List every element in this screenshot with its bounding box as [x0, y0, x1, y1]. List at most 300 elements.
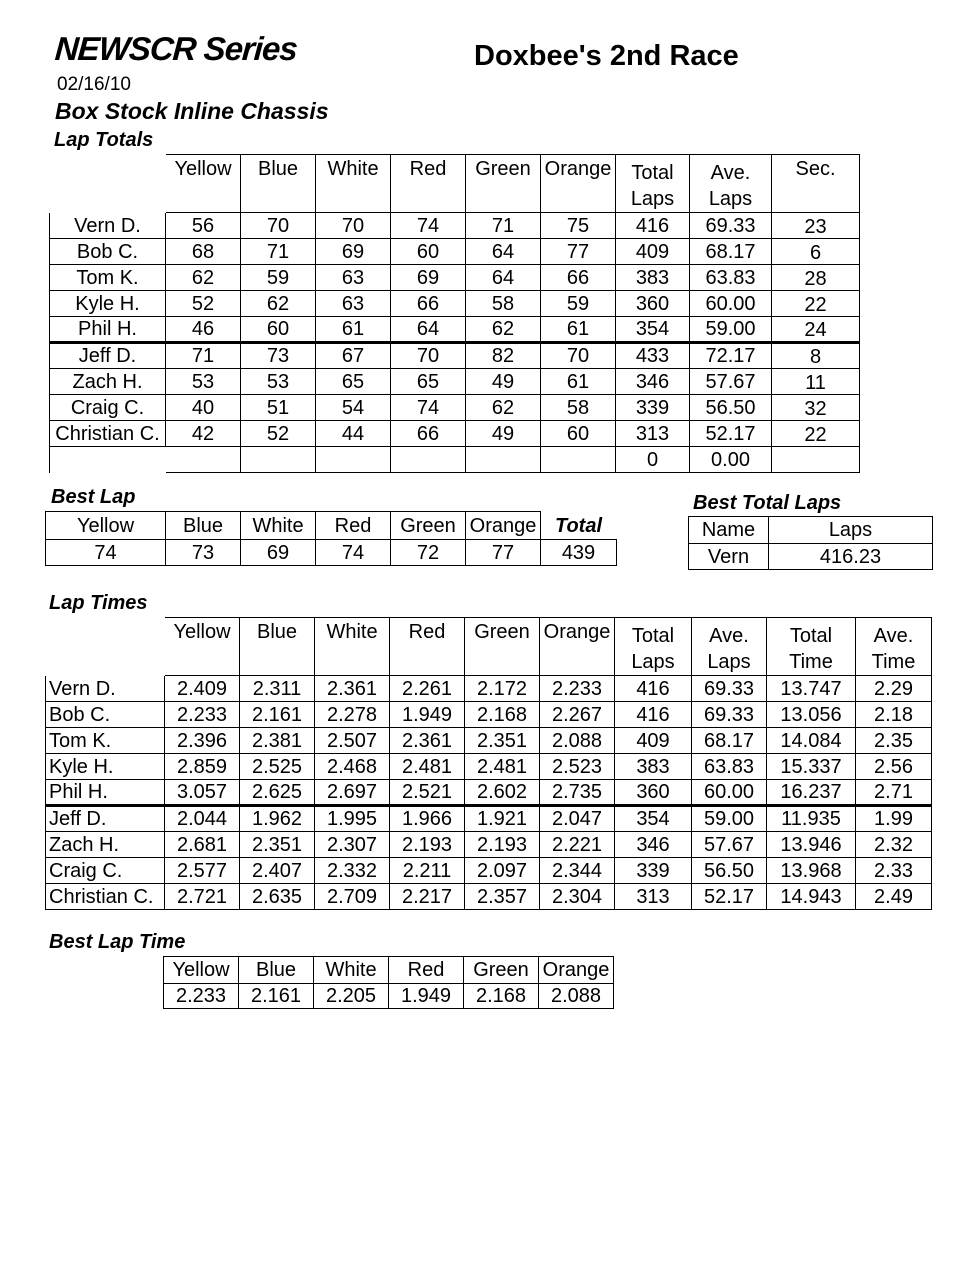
col-orange: Orange [541, 155, 616, 213]
yellow-laps: 46 [166, 317, 241, 343]
red-time: 1.966 [390, 806, 465, 832]
best-lap-time-blue: 2.161 [239, 984, 314, 1009]
col-white: White [315, 618, 390, 676]
green-time: 2.351 [465, 728, 540, 754]
col-total-time-line2: Time [789, 650, 833, 673]
blue-time: 1.962 [240, 806, 315, 832]
seconds: 22 [772, 291, 860, 317]
red-time: 2.217 [390, 884, 465, 910]
race-date: 02/16/10 [57, 74, 131, 95]
total-laps: 354 [615, 806, 692, 832]
average-laps: 69.33 [692, 702, 767, 728]
blue-laps: 51 [241, 395, 316, 421]
yellow-laps: 42 [166, 421, 241, 447]
header-spacer [46, 618, 165, 676]
green-time: 2.481 [465, 754, 540, 780]
driver-name: Kyle H. [46, 754, 165, 780]
seconds [772, 447, 860, 473]
red-laps: 70 [391, 343, 466, 369]
yellow-time: 2.233 [165, 702, 240, 728]
green-time: 2.193 [465, 832, 540, 858]
col-ave-laps-line1: Ave. [709, 625, 749, 647]
total-laps: 416 [615, 676, 692, 702]
total-laps: 313 [615, 884, 692, 910]
average-laps: 59.00 [690, 317, 772, 343]
total-time: 16.237 [767, 780, 856, 806]
red-laps: 60 [391, 239, 466, 265]
best-lap-total: 439 [541, 540, 617, 566]
white-laps: 63 [316, 265, 391, 291]
white-time: 2.307 [315, 832, 390, 858]
red-time: 2.361 [390, 728, 465, 754]
white-time: 2.332 [315, 858, 390, 884]
blue-time: 2.351 [240, 832, 315, 858]
yellow-laps: 62 [166, 265, 241, 291]
white-laps: 54 [316, 395, 391, 421]
seconds: 32 [772, 395, 860, 421]
white-time: 1.995 [315, 806, 390, 832]
best-lap-col-yellow: Yellow [46, 512, 166, 540]
race-title: Doxbee's 2nd Race [474, 40, 739, 72]
green-time: 2.097 [465, 858, 540, 884]
yellow-time: 2.577 [165, 858, 240, 884]
col-ave-laps-line2: Laps [707, 650, 751, 673]
blue-laps: 59 [241, 265, 316, 291]
total-laps: 339 [615, 858, 692, 884]
col-total-laps-line2: Laps [631, 650, 675, 673]
driver-name: Tom K. [46, 728, 165, 754]
best-total-name: Vern [689, 544, 769, 570]
white-laps: 61 [316, 317, 391, 343]
best-lap-time-red: 1.949 [389, 984, 464, 1009]
total-time: 14.943 [767, 884, 856, 910]
best-lap-col-green: Green [391, 512, 466, 540]
white-laps: 69 [316, 239, 391, 265]
driver-name: Vern D. [46, 676, 165, 702]
lap-totals-header-row [50, 155, 860, 213]
yellow-time: 2.044 [165, 806, 240, 832]
yellow-laps: 56 [166, 213, 241, 239]
yellow-laps: 40 [166, 395, 241, 421]
blue-laps: 73 [241, 343, 316, 369]
table-row [46, 780, 932, 806]
average-time: 2.71 [856, 780, 932, 806]
white-time: 2.278 [315, 702, 390, 728]
best-lap-time-col-yellow: Yellow [164, 957, 239, 984]
average-laps: 60.00 [692, 780, 767, 806]
average-laps: 69.33 [692, 676, 767, 702]
orange-laps: 59 [541, 291, 616, 317]
seconds: 11 [772, 369, 860, 395]
orange-laps: 61 [541, 317, 616, 343]
total-laps: 416 [615, 702, 692, 728]
average-laps: 52.17 [692, 884, 767, 910]
col-blue: Blue [240, 618, 315, 676]
red-time: 2.481 [390, 754, 465, 780]
white-laps: 44 [316, 421, 391, 447]
table-row [50, 369, 860, 395]
driver-name: Kyle H. [50, 291, 166, 317]
table-row [50, 239, 860, 265]
blue-laps: 52 [241, 421, 316, 447]
total-laps: 313 [616, 421, 690, 447]
best-total-name-header: Name [689, 517, 769, 544]
green-laps: 49 [466, 421, 541, 447]
average-laps: 57.67 [692, 832, 767, 858]
yellow-laps: 68 [166, 239, 241, 265]
total-laps: 339 [616, 395, 690, 421]
col-sec: Sec. [772, 155, 860, 213]
best-lap-col-white: White [241, 512, 316, 540]
driver-name: Phil H. [46, 780, 165, 806]
driver-name: Bob C. [50, 239, 166, 265]
col-ave-line2: Laps [708, 187, 753, 210]
green-laps: 64 [466, 265, 541, 291]
red-laps: 66 [391, 291, 466, 317]
total-laps: 360 [615, 780, 692, 806]
col-yellow: Yellow [166, 155, 241, 213]
average-laps: 0.00 [690, 447, 772, 473]
table-row [50, 291, 860, 317]
col-total-line2: Laps [630, 187, 675, 210]
orange-laps: 60 [541, 421, 616, 447]
yellow-laps [166, 447, 241, 473]
yellow-time: 2.721 [165, 884, 240, 910]
seconds: 6 [772, 239, 860, 265]
driver-name: Zach H. [50, 369, 166, 395]
best-lap-time-table [163, 956, 614, 1009]
best-lap-time-white: 2.205 [314, 984, 389, 1009]
yellow-time: 2.396 [165, 728, 240, 754]
blue-time: 2.635 [240, 884, 315, 910]
total-laps: 346 [615, 832, 692, 858]
best-lap-white: 69 [241, 540, 316, 566]
col-total-laps [615, 618, 692, 676]
best-lap-label: Best Lap [51, 486, 136, 508]
total-laps: 346 [616, 369, 690, 395]
best-lap-time-label: Best Lap Time [49, 931, 186, 953]
red-time: 2.521 [390, 780, 465, 806]
col-total-laps [616, 155, 690, 213]
average-time: 2.49 [856, 884, 932, 910]
table-row [46, 754, 932, 780]
seconds: 23 [772, 213, 860, 239]
yellow-time: 2.859 [165, 754, 240, 780]
total-laps: 0 [616, 447, 690, 473]
class-title: Box Stock Inline Chassis [55, 98, 329, 124]
yellow-laps: 52 [166, 291, 241, 317]
best-total-laps-header: Laps [769, 517, 933, 544]
orange-time: 2.523 [540, 754, 615, 780]
driver-name: Phil H. [50, 317, 166, 343]
average-time: 2.29 [856, 676, 932, 702]
average-time: 2.33 [856, 858, 932, 884]
average-laps: 63.83 [692, 754, 767, 780]
white-time: 2.468 [315, 754, 390, 780]
average-laps: 68.17 [692, 728, 767, 754]
blue-time: 2.311 [240, 676, 315, 702]
seconds: 24 [772, 317, 860, 343]
blue-time: 2.407 [240, 858, 315, 884]
seconds: 22 [772, 421, 860, 447]
best-lap-total-label: Total [541, 512, 617, 540]
table-row [46, 858, 932, 884]
total-time: 13.747 [767, 676, 856, 702]
best-lap-header-row [46, 512, 617, 540]
col-green: Green [465, 618, 540, 676]
blue-time: 2.525 [240, 754, 315, 780]
total-laps: 409 [616, 239, 690, 265]
table-row [46, 832, 932, 858]
red-time: 1.949 [390, 702, 465, 728]
driver-name [50, 447, 166, 473]
best-lap-green: 72 [391, 540, 466, 566]
orange-time: 2.047 [540, 806, 615, 832]
average-laps: 69.33 [690, 213, 772, 239]
white-time: 2.709 [315, 884, 390, 910]
total-time: 13.056 [767, 702, 856, 728]
red-laps: 64 [391, 317, 466, 343]
orange-laps: 70 [541, 343, 616, 369]
col-ave-line1: Ave. [710, 162, 751, 184]
col-yellow: Yellow [165, 618, 240, 676]
col-red: Red [390, 618, 465, 676]
green-laps: 62 [466, 317, 541, 343]
average-laps: 59.00 [692, 806, 767, 832]
best-total-laps: 416.23 [769, 544, 933, 570]
orange-time: 2.221 [540, 832, 615, 858]
best-total-header-row [689, 517, 933, 544]
lap-totals-label: Lap Totals [54, 129, 154, 151]
orange-laps: 61 [541, 369, 616, 395]
orange-time: 2.088 [540, 728, 615, 754]
blue-laps: 53 [241, 369, 316, 395]
white-time: 2.507 [315, 728, 390, 754]
average-time: 2.18 [856, 702, 932, 728]
table-row [50, 265, 860, 291]
driver-name: Tom K. [50, 265, 166, 291]
red-laps: 65 [391, 369, 466, 395]
seconds: 28 [772, 265, 860, 291]
total-time: 13.968 [767, 858, 856, 884]
total-laps: 433 [616, 343, 690, 369]
table-row [50, 395, 860, 421]
yellow-time: 2.681 [165, 832, 240, 858]
yellow-time: 3.057 [165, 780, 240, 806]
green-time: 2.168 [465, 702, 540, 728]
blue-time: 2.625 [240, 780, 315, 806]
total-time: 13.946 [767, 832, 856, 858]
red-time: 2.193 [390, 832, 465, 858]
best-lap-col-red: Red [316, 512, 391, 540]
table-row [46, 702, 932, 728]
col-total-laps-line1: Total [631, 625, 675, 647]
green-time: 2.172 [465, 676, 540, 702]
yellow-laps: 53 [166, 369, 241, 395]
orange-laps: 77 [541, 239, 616, 265]
best-lap-values-row [46, 540, 617, 566]
red-laps: 66 [391, 421, 466, 447]
total-time: 15.337 [767, 754, 856, 780]
best-lap-time-col-green: Green [464, 957, 539, 984]
best-lap-red: 74 [316, 540, 391, 566]
best-lap-time-header-row [164, 957, 614, 984]
best-lap-blue: 73 [166, 540, 241, 566]
average-laps: 56.50 [690, 395, 772, 421]
average-laps: 63.83 [690, 265, 772, 291]
average-time: 1.99 [856, 806, 932, 832]
col-orange: Orange [540, 618, 615, 676]
orange-laps: 75 [541, 213, 616, 239]
orange-time: 2.233 [540, 676, 615, 702]
best-total-values-row [689, 544, 933, 570]
green-laps [466, 447, 541, 473]
white-time: 2.361 [315, 676, 390, 702]
red-laps: 74 [391, 395, 466, 421]
best-lap-col-orange: Orange [466, 512, 541, 540]
driver-name: Zach H. [46, 832, 165, 858]
col-ave-laps [692, 618, 767, 676]
average-time: 2.32 [856, 832, 932, 858]
best-lap-time-yellow: 2.233 [164, 984, 239, 1009]
lap-times-label: Lap Times [49, 592, 148, 614]
seconds: 8 [772, 343, 860, 369]
total-laps: 416 [616, 213, 690, 239]
orange-time: 2.344 [540, 858, 615, 884]
driver-name: Jeff D. [46, 806, 165, 832]
table-row [46, 884, 932, 910]
average-laps: 60.00 [690, 291, 772, 317]
average-laps: 72.17 [690, 343, 772, 369]
red-time: 2.211 [390, 858, 465, 884]
table-row [50, 421, 860, 447]
driver-name: Christian C. [50, 421, 166, 447]
green-laps: 64 [466, 239, 541, 265]
average-laps: 68.17 [690, 239, 772, 265]
total-time: 11.935 [767, 806, 856, 832]
white-laps [316, 447, 391, 473]
orange-laps: 58 [541, 395, 616, 421]
best-lap-orange: 77 [466, 540, 541, 566]
best-lap-col-blue: Blue [166, 512, 241, 540]
blue-time: 2.161 [240, 702, 315, 728]
best-lap-time-col-red: Red [389, 957, 464, 984]
col-blue: Blue [241, 155, 316, 213]
col-ave-time-line2: Time [871, 650, 916, 673]
total-laps: 383 [616, 265, 690, 291]
best-lap-time-col-blue: Blue [239, 957, 314, 984]
driver-name: Craig C. [50, 395, 166, 421]
blue-laps: 70 [241, 213, 316, 239]
green-time: 2.602 [465, 780, 540, 806]
driver-name: Craig C. [46, 858, 165, 884]
col-white: White [316, 155, 391, 213]
col-red: Red [391, 155, 466, 213]
best-lap-time-green: 2.168 [464, 984, 539, 1009]
average-laps: 57.67 [690, 369, 772, 395]
col-total-time-line1: Total [789, 625, 833, 647]
table-row [46, 806, 932, 832]
green-time: 1.921 [465, 806, 540, 832]
white-laps: 65 [316, 369, 391, 395]
red-laps: 74 [391, 213, 466, 239]
col-green: Green [466, 155, 541, 213]
total-laps: 360 [616, 291, 690, 317]
col-total-time [767, 618, 856, 676]
blue-time: 2.381 [240, 728, 315, 754]
white-laps: 67 [316, 343, 391, 369]
driver-name: Vern D. [50, 213, 166, 239]
best-lap-time-col-orange: Orange [539, 957, 614, 984]
yellow-laps: 71 [166, 343, 241, 369]
lap-times-table [45, 617, 932, 910]
best-lap-time-col-white: White [314, 957, 389, 984]
total-time: 14.084 [767, 728, 856, 754]
green-laps: 58 [466, 291, 541, 317]
best-total-laps-label: Best Total Laps [693, 492, 842, 514]
green-laps: 82 [466, 343, 541, 369]
total-laps: 409 [615, 728, 692, 754]
average-laps: 52.17 [690, 421, 772, 447]
table-row [46, 676, 932, 702]
orange-time: 2.304 [540, 884, 615, 910]
col-total-line1: Total [631, 162, 674, 184]
white-time: 2.697 [315, 780, 390, 806]
orange-laps [541, 447, 616, 473]
white-laps: 70 [316, 213, 391, 239]
blue-laps: 60 [241, 317, 316, 343]
average-time: 2.35 [856, 728, 932, 754]
total-laps: 383 [615, 754, 692, 780]
red-laps [391, 447, 466, 473]
table-row [46, 728, 932, 754]
blue-laps [241, 447, 316, 473]
series-title: NEWSCR Series [53, 30, 299, 67]
green-laps: 62 [466, 395, 541, 421]
blue-laps: 71 [241, 239, 316, 265]
header-spacer [50, 155, 166, 213]
green-time: 2.357 [465, 884, 540, 910]
red-time: 2.261 [390, 676, 465, 702]
best-lap-table [45, 511, 617, 566]
average-time: 2.56 [856, 754, 932, 780]
lap-times-header-row [46, 618, 932, 676]
driver-name: Bob C. [46, 702, 165, 728]
average-laps: 56.50 [692, 858, 767, 884]
col-ave-time [856, 618, 932, 676]
orange-time: 2.267 [540, 702, 615, 728]
total-laps: 354 [616, 317, 690, 343]
table-row [50, 317, 860, 343]
green-laps: 49 [466, 369, 541, 395]
lap-totals-table [49, 154, 860, 473]
red-laps: 69 [391, 265, 466, 291]
orange-laps: 66 [541, 265, 616, 291]
col-ave-laps [690, 155, 772, 213]
table-row [50, 447, 860, 473]
yellow-time: 2.409 [165, 676, 240, 702]
green-laps: 71 [466, 213, 541, 239]
white-laps: 63 [316, 291, 391, 317]
best-lap-yellow: 74 [46, 540, 166, 566]
table-row [50, 213, 860, 239]
blue-laps: 62 [241, 291, 316, 317]
orange-time: 2.735 [540, 780, 615, 806]
best-lap-time-orange: 2.088 [539, 984, 614, 1009]
driver-name: Christian C. [46, 884, 165, 910]
best-total-laps-table [688, 516, 933, 570]
driver-name: Jeff D. [50, 343, 166, 369]
